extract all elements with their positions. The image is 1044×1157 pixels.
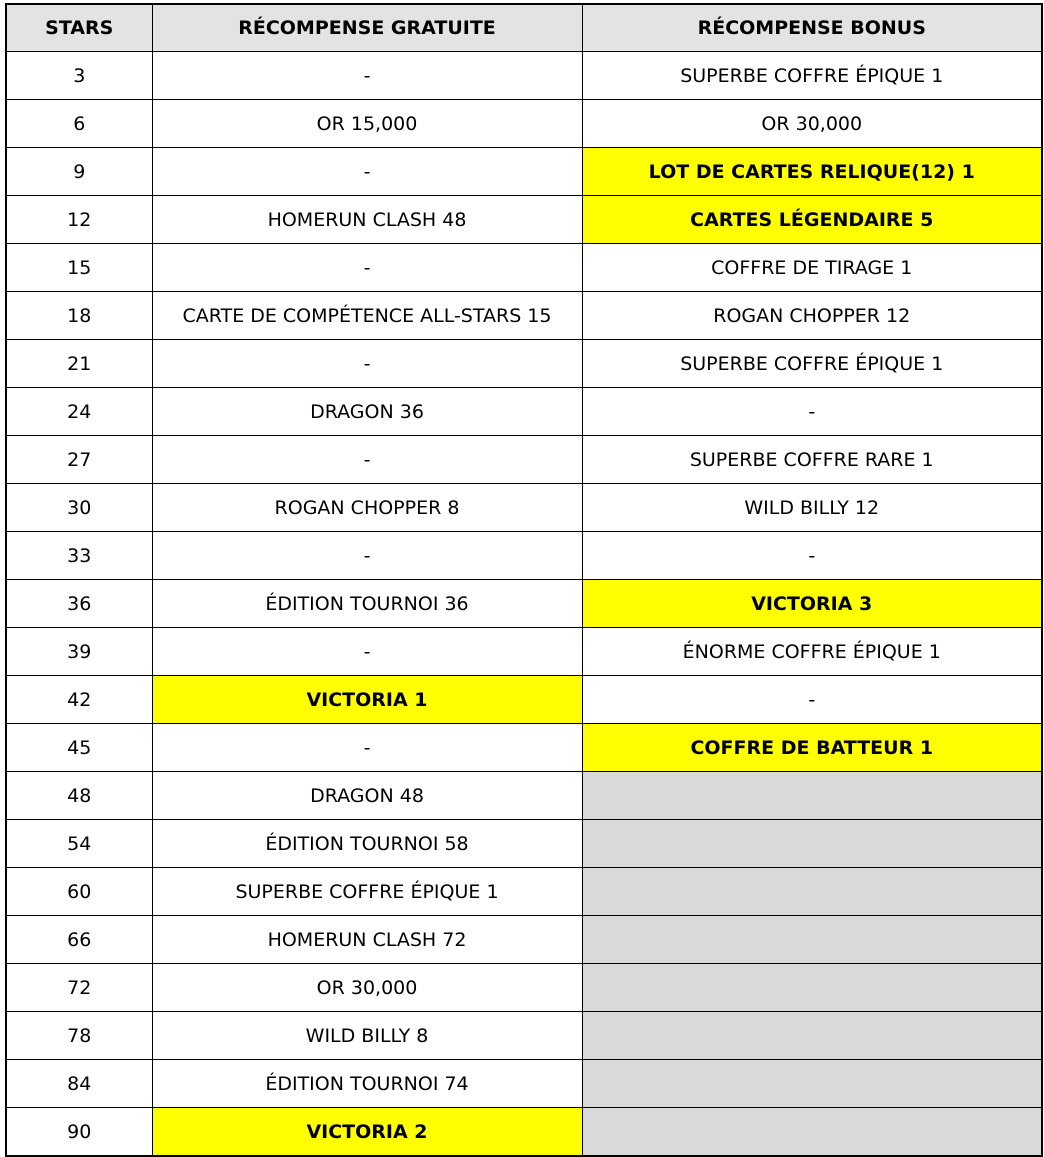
stars-cell: 18: [6, 292, 152, 340]
table-row: [6, 676, 1042, 724]
bonus-reward-cell: CARTES LÉGENDAIRE 5: [582, 196, 1042, 244]
stars-cell: 78: [6, 1012, 152, 1060]
free-reward-cell: -: [152, 340, 582, 388]
free-reward-cell: -: [152, 148, 582, 196]
stars-cell: 54: [6, 820, 152, 868]
stars-cell: 39: [6, 628, 152, 676]
header-free-reward: RÉCOMPENSE GRATUITE: [152, 4, 582, 52]
free-reward-cell: -: [152, 52, 582, 100]
table-row: [6, 580, 1042, 628]
bonus-reward-cell: -: [582, 676, 1042, 724]
table-row: [6, 388, 1042, 436]
stars-cell: 72: [6, 964, 152, 1012]
table-row: [6, 772, 1042, 820]
free-reward-cell: HOMERUN CLASH 72: [152, 916, 582, 964]
bonus-reward-empty-cell: [582, 916, 1042, 964]
table-row: [6, 100, 1042, 148]
free-reward-cell: -: [152, 436, 582, 484]
stars-cell: 15: [6, 244, 152, 292]
free-reward-cell: DRAGON 36: [152, 388, 582, 436]
free-reward-cell: CARTE DE COMPÉTENCE ALL-STARS 15: [152, 292, 582, 340]
stars-cell: 30: [6, 484, 152, 532]
free-reward-cell: SUPERBE COFFRE ÉPIQUE 1: [152, 868, 582, 916]
bonus-reward-empty-cell: [582, 772, 1042, 820]
stars-cell: 66: [6, 916, 152, 964]
stars-cell: 24: [6, 388, 152, 436]
stars-cell: 42: [6, 676, 152, 724]
table-row: [6, 436, 1042, 484]
bonus-reward-empty-cell: [582, 1060, 1042, 1108]
free-reward-cell: OR 30,000: [152, 964, 582, 1012]
stars-cell: 6: [6, 100, 152, 148]
stars-cell: 36: [6, 580, 152, 628]
table-row: [6, 532, 1042, 580]
bonus-reward-empty-cell: [582, 868, 1042, 916]
table-row: [6, 52, 1042, 100]
bonus-reward-cell: COFFRE DE BATTEUR 1: [582, 724, 1042, 772]
table-row: [6, 1012, 1042, 1060]
table-row: [6, 1060, 1042, 1108]
stars-cell: 33: [6, 532, 152, 580]
stars-cell: 27: [6, 436, 152, 484]
stars-cell: 60: [6, 868, 152, 916]
table-row: [6, 484, 1042, 532]
table-row: [6, 292, 1042, 340]
bonus-reward-cell: LOT DE CARTES RELIQUE(12) 1: [582, 148, 1042, 196]
bonus-reward-cell: VICTORIA 3: [582, 580, 1042, 628]
table-row: [6, 196, 1042, 244]
bonus-reward-empty-cell: [582, 1012, 1042, 1060]
bonus-reward-cell: ROGAN CHOPPER 12: [582, 292, 1042, 340]
table-row: [6, 628, 1042, 676]
table-header: [6, 4, 1042, 52]
bonus-reward-cell: -: [582, 388, 1042, 436]
bonus-reward-cell: SUPERBE COFFRE ÉPIQUE 1: [582, 52, 1042, 100]
free-reward-cell: ÉDITION TOURNOI 74: [152, 1060, 582, 1108]
table-row: [6, 820, 1042, 868]
header-row: [6, 4, 1042, 52]
table-row: [6, 244, 1042, 292]
header-stars: STARS: [6, 4, 152, 52]
free-reward-cell: ÉDITION TOURNOI 36: [152, 580, 582, 628]
free-reward-cell: ÉDITION TOURNOI 58: [152, 820, 582, 868]
free-reward-cell: OR 15,000: [152, 100, 582, 148]
free-reward-cell: DRAGON 48: [152, 772, 582, 820]
stars-cell: 9: [6, 148, 152, 196]
rewards-table: [5, 3, 1043, 1157]
bonus-reward-empty-cell: [582, 964, 1042, 1012]
header-bonus-reward: RÉCOMPENSE BONUS: [582, 4, 1042, 52]
bonus-reward-empty-cell: [582, 820, 1042, 868]
table-row: [6, 724, 1042, 772]
bonus-reward-cell: ÉNORME COFFRE ÉPIQUE 1: [582, 628, 1042, 676]
bonus-reward-empty-cell: [582, 1108, 1042, 1157]
bonus-reward-cell: WILD BILLY 12: [582, 484, 1042, 532]
bonus-reward-cell: -: [582, 532, 1042, 580]
table-row: [6, 868, 1042, 916]
free-reward-cell: -: [152, 628, 582, 676]
bonus-reward-cell: COFFRE DE TIRAGE 1: [582, 244, 1042, 292]
table-row: [6, 916, 1042, 964]
stars-cell: 3: [6, 52, 152, 100]
table-row: [6, 964, 1042, 1012]
stars-cell: 45: [6, 724, 152, 772]
stars-cell: 84: [6, 1060, 152, 1108]
free-reward-cell: -: [152, 532, 582, 580]
stars-cell: 12: [6, 196, 152, 244]
stars-cell: 21: [6, 340, 152, 388]
free-reward-cell: HOMERUN CLASH 48: [152, 196, 582, 244]
free-reward-cell: WILD BILLY 8: [152, 1012, 582, 1060]
bonus-reward-cell: SUPERBE COFFRE ÉPIQUE 1: [582, 340, 1042, 388]
table-row: [6, 340, 1042, 388]
bonus-reward-cell: OR 30,000: [582, 100, 1042, 148]
table-body: [6, 52, 1042, 1157]
stars-cell: 90: [6, 1108, 152, 1157]
table-row: [6, 1108, 1042, 1157]
free-reward-cell: -: [152, 244, 582, 292]
free-reward-cell: VICTORIA 1: [152, 676, 582, 724]
stars-cell: 48: [6, 772, 152, 820]
table-row: [6, 148, 1042, 196]
bonus-reward-cell: SUPERBE COFFRE RARE 1: [582, 436, 1042, 484]
free-reward-cell: VICTORIA 2: [152, 1108, 582, 1157]
free-reward-cell: ROGAN CHOPPER 8: [152, 484, 582, 532]
free-reward-cell: -: [152, 724, 582, 772]
